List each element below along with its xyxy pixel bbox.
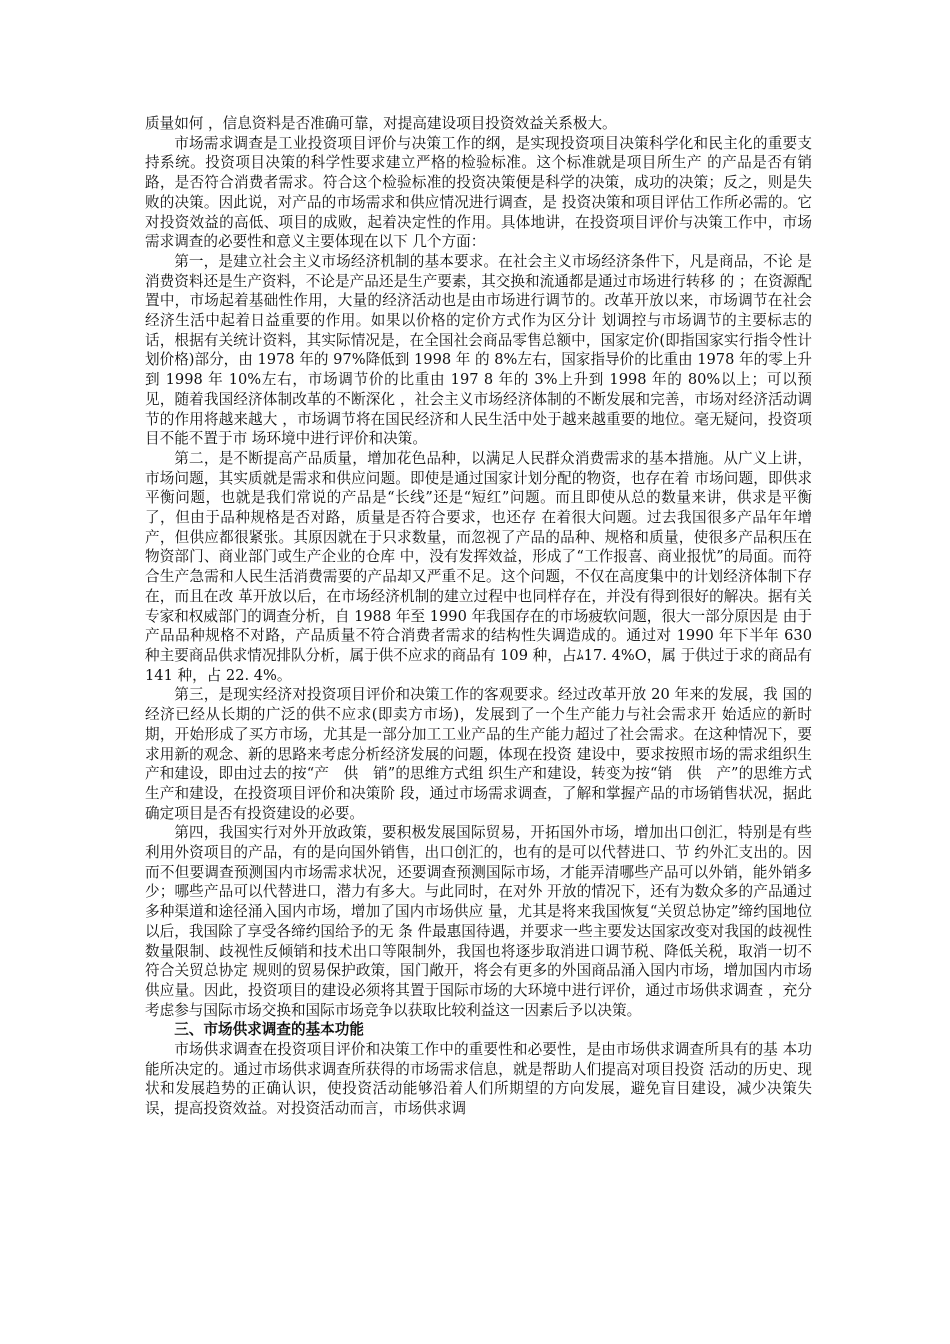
paragraph-fourth-point: 第四，我国实行对外开放政策，要积极发展国际贸易，开拓国外市场，增加出口创汇，特别是有些利用外资项目的产品，有的是向国外销售，出口创汇的，也有的是可以代替进口、节 约外汇支出的。因而不但要调查预测国内市场需求状况，还要调查预测国际市场，才能弄清哪些产品可以外销，能外销多少；哪些产品可以代替进口，潜力有多大。与此同时，在对外 开放的情况下，还有为数众多的产品通过多种渠道和途径涌入国内市场，增加了国内市场供应 量，尤其是将来我国恢复“关贸总协定”缔约国地位以后，我国除了享受各缔约国给予的无 条 件最惠国待遇，并要求一些主要发达国家改变对我国的歧视性数量限制、歧视性反倾销和技术出口等限制外，我国也将逐步取消进口调节税、降低关税，取消一切不符合关贸总协定 规则的贸易保护政策，国门敞开，将会有更多的外国商品涌入国内市场，增加国内市场供应量。因此，投资项目的建设必须将其置于国际市场的大环境中进行评价，通过市场供求调查 ，充分考虑参与国际市场交换和国际市场竞争以获取比较利益这一因素后予以决策。 — [145, 824, 812, 1019]
paragraph-basic-functions: 市场供求调查在投资项目评价和决策工作中的重要性和必要性，是由市场供求调查所具有的基 本功能所决定的。通过市场供求调查所获得的市场需求信息，就是帮助人们提高对项目投资 活动的历史、现状和发展趋势的正确认识，使投资活动能够沿着人们所期望的方向发展，避免盲目建设，减少决策失误，提高投资效益。对投资活动而言，市场供求调 — [145, 1041, 812, 1118]
document-page — [145, 114, 812, 1119]
paragraph-continuation: 质量如何 ，信息资料是否准确可靠，对提高建设项目投资效益关系极大。 — [145, 115, 617, 132]
paragraph-second-point: 第二，是不断提高产品质量，增加花色品种，以满足人民群众消费需求的基本措施。从广义上讲，市场问题，其实质就是需求和供应问题。即使是通过国家计划分配的物资，也存在着 市场问题，即供求平衡问题，也就是我们常说的产品是“长线”还是“短红”问题。而且即使从总的数量来讲，供求是平衡了，但由于品种规格是否对路，质量是否符合要求，也还存 在着很大问题。过去我国很多产品年年增产，但供应都很紧张。其原因就在于只求数量，而忽视了产品的品种、规格和质量，使很多产品积压在物资部门、商业部门或生产企业的仓库 中，没有发挥效益，形成了“工作报喜、商业报忧”的局面。而符合生产急需和人民生活消费需要的产品却又严重不足。这个问题，不仅在高度集中的计划经济体制下存在，而且在改 革开放以后，在市场经济机制的建立过程中也同样存在，并没有得到很好的解决。据有关专家和权威部门的调查分析，自 1988 年至 1990 年我国存在的市场疲软问题，很大一部分原因是 由于产品品种规格不对路，产品质量不符合消费者需求的结构性失调造成的。通过对 1990 年下半年 630 种主要商品供求情况排队分析，属于供不应求的商品有 109 种，占ﾑ17. 4%Ο，属 于供过于求的商品有 141 种，占 22. 4%。 — [145, 449, 812, 684]
paragraph-market-demand-survey: 市场需求调查是工业投资项目评价与决策工作的纲，是实现投资项目决策科学化和民主化的重要支持系统。投资项目决策的科学性要求建立严格的检验标准。这个标准就是项目所生产 的产品是否有销路，是否符合消费者需求。符合这个检验标准的投资决策便是科学的决策，成功的决策；反之，则是失败的决策。因此说，对产品的市场需求和供应情况进行调查，是 投资决策和项目评估工作所必需的。它对投资效益的高低、项目的成败，起着决定性的作用。具体地讲，在投资项目评价与决策工作中，市场需求调查的必要性和意义主要体现在以下 几个方面： — [145, 134, 812, 251]
section-heading: 三、市场供求调查的基本功能 — [174, 1021, 364, 1039]
paragraph-first-point: 第一，是建立社会主义市场经济机制的基本要求。在社会主义市场经济条件下，凡是商品，不论 是消费资料还是生产资料，不论是产品还是生产要素，其交换和流通都是通过市场进行转移 的 ；在资源配置中，市场起着基础性作用，大量的经济活动也是由市场进行调节的。改革开放以来，市场调节在社会经济生活中起着日益重要的作用。如果以价格的定价方式作为区分计 划调控与市场调节的主要标志的话，根据有关统计资料，其实际情况是，在全国社会商品零售总额中，国家定价(即指国家实行指令性计划价格)部分，由 1978 年的 97%降低到 1998 年 的 8%左右，国家指导价的比重由 1978 年的零上升到 1998 年 10%左右，市场调节价的比重由 197 8 年的 3%上升到 1998 年的 80%以上；可以预见，随着我国经济体制改革的不断深化 ，社会主义市场经济体制的不断发展和完善，市场对经济活动调节的作用将越来越大 ，市场调节将在国民经济和人民生活中处于越来越重要的地位。毫无疑问，投资项目不能不置于市 场环境中进行评价和决策。 — [145, 252, 812, 448]
paragraph-third-point: 第三，是现实经济对投资项目评价和决策工作的客观要求。经过改革开放 20 年来的发展，我 国的经济已经从长期的广泛的供不应求(即卖方市场)，发展到了一个生产能力与社会需求开 始适应的新时期，开始形成了买方市场，尤其是一部分加工工业产品的生产能力超过了社会需求。在这种情况下，要求用新的观念、新的思路来考虑分析经济发展的问题，体现在投资 建设中，要求按照市场的需求组织生产和建设，即由过去的按“产 供 销”的思维方式组 织生产和建设，转变为按“销 供 产”的思维方式生产和建设，在投资项目评价和决策阶 段，通过市场需求调查，了解和掌握产品的市场销售状况，据此确定项目是否有投资建设的必要。 — [145, 686, 812, 822]
